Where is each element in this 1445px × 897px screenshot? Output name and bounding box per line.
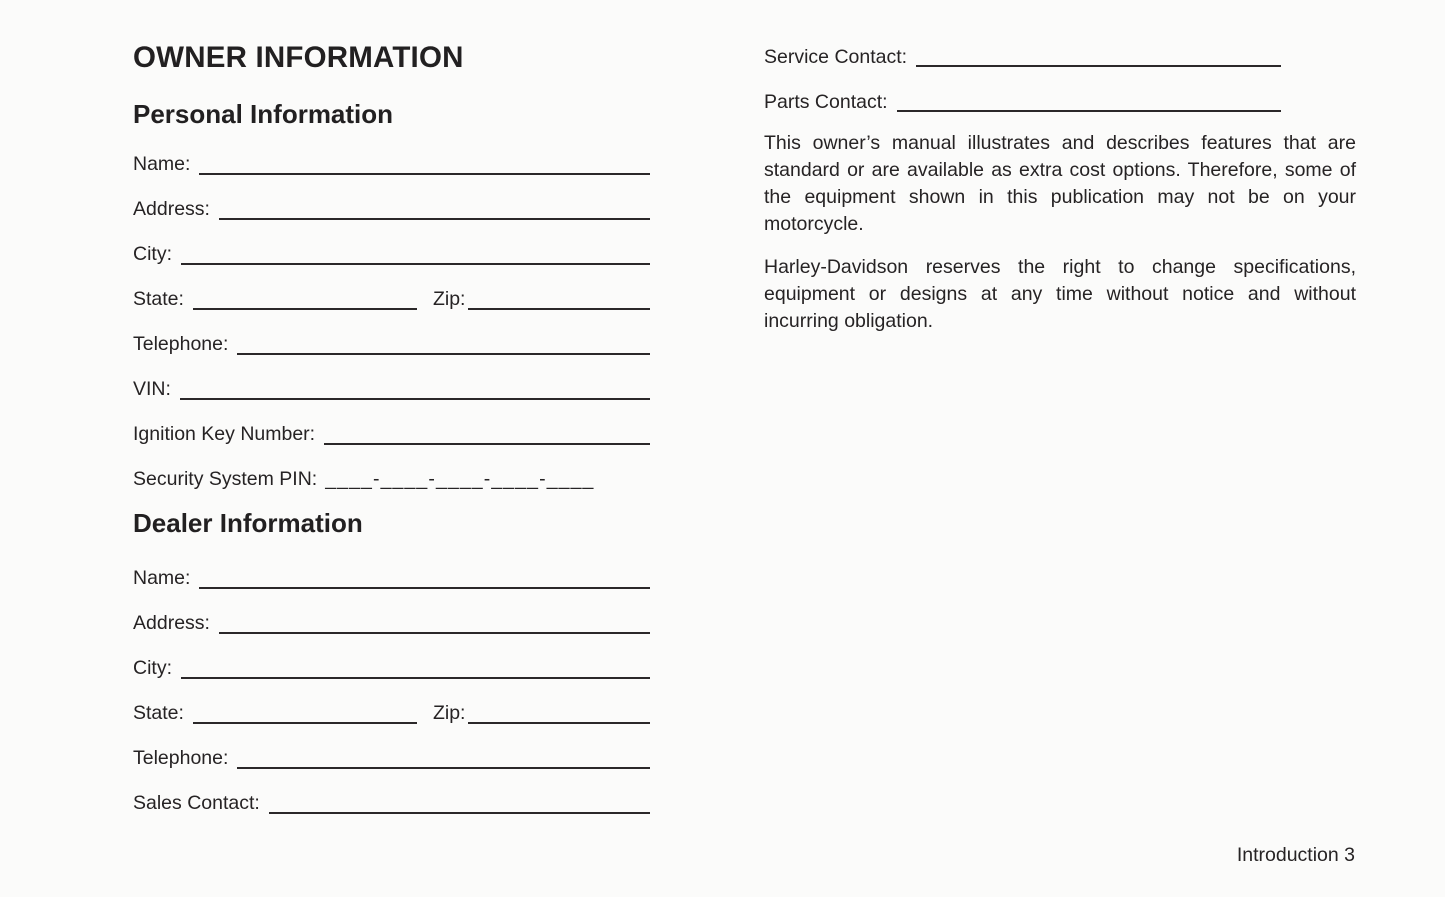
service-contact-blank-line (916, 65, 1281, 67)
service-contact-label: Service Contact: (764, 45, 908, 68)
dealer-telephone-row (133, 730, 650, 775)
service-contact-row (764, 28, 1281, 73)
personal-address-label: Address: (133, 198, 210, 221)
personal-address-row (133, 181, 650, 226)
dealer-address-label: Address: (133, 612, 210, 635)
personal-name-label: Name: (133, 153, 191, 176)
personal-city-row (133, 226, 650, 271)
specifications-notice-paragraph: Harley-Davidson reserves the right to change specifications, equipment or designs at any time without notice and without incurring obligation. (764, 256, 1356, 332)
dealer-sales-contact-label: Sales Contact: (133, 792, 260, 815)
personal-vin-label: VIN: (133, 378, 171, 401)
dealer-name-row (133, 550, 650, 595)
personal-security-pin-row (133, 451, 650, 496)
personal-name-row (133, 136, 650, 181)
dealer-telephone-label: Telephone: (133, 747, 229, 770)
personal-name-blank-line (199, 173, 650, 175)
personal-telephone-blank-line (237, 353, 650, 355)
dealer-information-heading: Dealer Information (133, 507, 363, 538)
personal-telephone-row (133, 316, 650, 361)
parts-contact-row (764, 73, 1281, 118)
dealer-state-label: State: (133, 702, 184, 725)
parts-contact-label: Parts Contact: (764, 90, 888, 113)
manual-features-paragraph: This owner’s manual illustrates and describes features that are standard or are available as extra cost options. Therefore, some of the equipment shown in this publication may not be on your motorcycle. (764, 132, 1356, 235)
personal-zip-label: Zip: (432, 288, 466, 311)
left-column (133, 42, 650, 820)
personal-zip-blank-line (468, 308, 650, 310)
personal-state-blank-line (193, 308, 417, 310)
personal-security-pin-blanks: ____-____-____-____-____ (325, 468, 595, 491)
personal-city-blank-line (181, 263, 650, 265)
dealer-telephone-blank-line (237, 767, 650, 769)
personal-ignition-key-label: Ignition Key Number: (133, 423, 316, 446)
personal-city-label: City: (133, 243, 172, 266)
page-title: OWNER INFORMATION (133, 41, 464, 74)
dealer-address-row (133, 595, 650, 640)
dealer-state-blank-line (193, 722, 417, 724)
personal-ignition-key-blank-line (324, 443, 650, 445)
personal-ignition-key-row (133, 406, 650, 451)
dealer-city-row (133, 640, 650, 685)
personal-state-label: State: (133, 288, 184, 311)
right-column (764, 28, 1356, 335)
dealer-city-blank-line (181, 677, 650, 679)
dealer-sales-contact-blank-line (269, 812, 650, 814)
personal-information-heading: Personal Information (133, 98, 394, 129)
personal-telephone-label: Telephone: (133, 333, 229, 356)
dealer-sales-contact-row (133, 775, 650, 820)
personal-vin-row (133, 361, 650, 406)
dealer-zip-label: Zip: (432, 702, 466, 725)
personal-state-zip-row (133, 271, 650, 316)
parts-contact-blank-line (897, 110, 1281, 112)
personal-vin-blank-line (180, 398, 650, 400)
personal-security-pin-label: Security System PIN: (133, 468, 318, 491)
page-footer-label: Introduction 3 (1236, 844, 1355, 866)
personal-address-blank-line (219, 218, 650, 220)
dealer-address-blank-line (219, 632, 650, 634)
dealer-state-zip-row (133, 685, 650, 730)
dealer-name-label: Name: (133, 567, 191, 590)
dealer-name-blank-line (199, 587, 650, 589)
dealer-zip-blank-line (468, 722, 650, 724)
dealer-city-label: City: (133, 657, 172, 680)
